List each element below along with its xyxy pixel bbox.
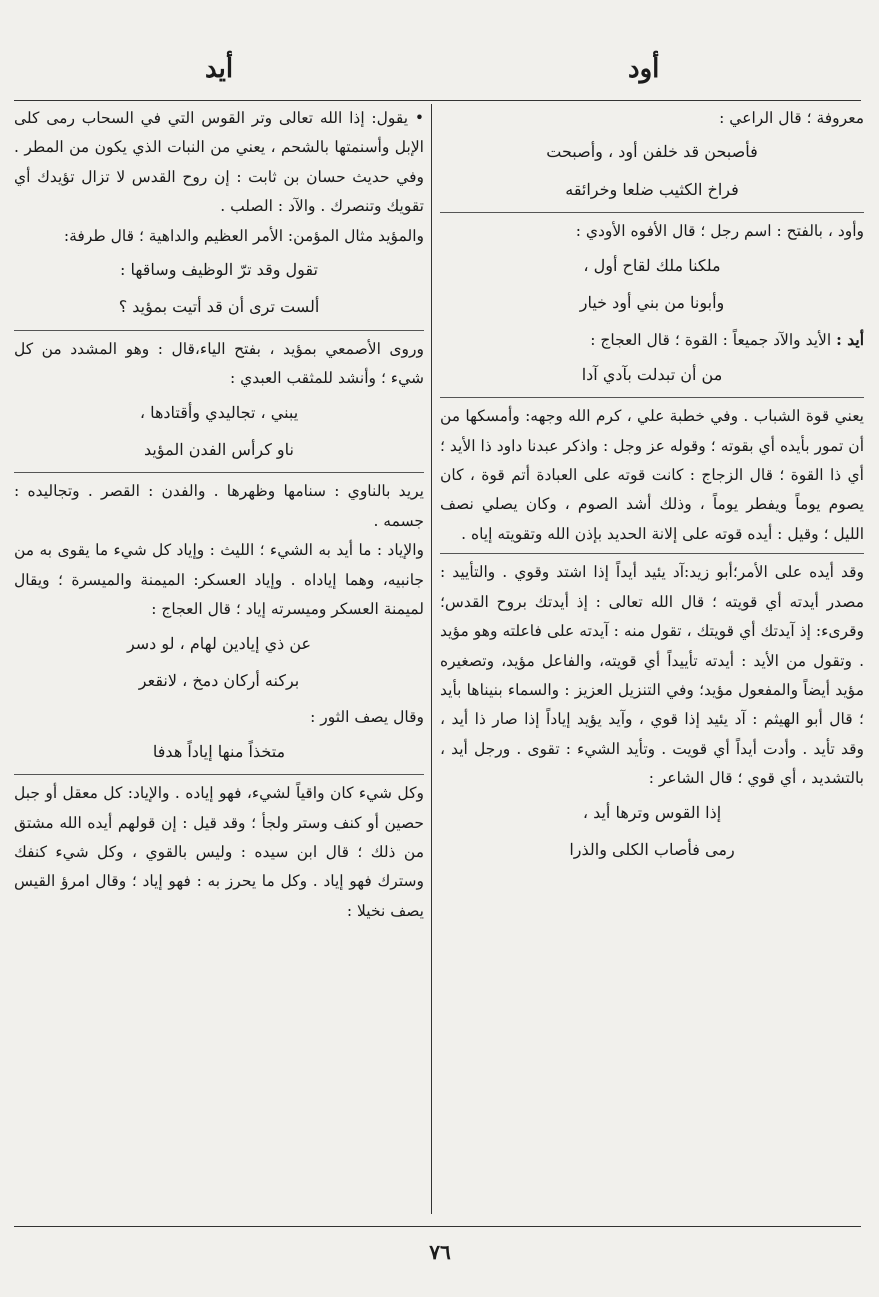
verse-line: ناو كرأس الفدن المؤيد (144, 440, 294, 460)
entry-text: الأيد والآد جميعاً : القوة ؛ قال العجاج : (590, 331, 832, 350)
verse-line: يبني ، تجاليدي وأقتادها ، (139, 402, 299, 422)
page-number: ٧٦ (429, 1240, 451, 1264)
paragraph: والإياد : ما أيد به الشيء ؛ الليث : وإياد كل شيء ما يقوى به من جانبيه، وهما إياداه . وإياد العسكر: الميمنة والميسرة ؛ ويقال لميمنة العسكر وميسرته إياد ؛ قال العجاج : (14, 541, 424, 619)
paragraph: والمؤيد مثال المؤمن: الأمر العظيم والداهية ؛ قال طرفة: (63, 226, 424, 245)
verse-line: من أن تبدلت بآدي آدا (581, 364, 723, 384)
verse-line: ألست ترى أن قد أتيت بمؤيد ؟ (118, 297, 320, 317)
column-divider (431, 104, 432, 1214)
paragraph: وأود ، بالفتح : اسم رجل ؛ قال الأفوه الأودي : (575, 222, 864, 241)
verse-line: عن ذي إيادين لهام ، لو دسر (126, 633, 312, 653)
paragraph: وقد أيده على الأمر؛أبو زيد:آد يئيد أيداً إذا اشتد وقوي . والتأييد : مصدر أيدته أي قويته ؛ قال الله تعالى : إذ أيدتك بروح القدس؛ وقرىء: إذ آيدتك أي قويتك ، تقول منه : آيدته على فاعلته وهو مؤيد . وتقول من الأيد : أيدته تأييداً أي قويته، والفاعل مؤيد، وتصغيره مؤيد أيضاً والمفعول مؤيد؛ وفي التنزيل العزيز : والسماء بنيناها بأيد ؛ قال أبو الهيثم : آد يئيد إذا قوي ، وآيد يؤيد إياداً إذا صار ذا أيد ، وقد تأيد . وأدت أيداً أي قويت . وتأيد الشيء : تقوى . ورجل أيد ، بالتشديد ، أي قوي ؛ قال الشاعر : (440, 563, 864, 788)
separator (440, 397, 864, 398)
header-left-entry: أيد (205, 54, 234, 84)
entry-paragraph (440, 325, 864, 355)
verse-line: فراخ الكثيب ضلعا وخرائقه (565, 179, 739, 199)
verse-line: ملكنا ملك لقاح أول ، (583, 255, 721, 275)
separator (440, 212, 864, 213)
top-rule (14, 100, 861, 101)
left-column (14, 104, 424, 1219)
verse-line: رمى فأصاب الكلى والذرا (569, 839, 735, 859)
paragraph: وقال يصف الثور : (310, 708, 424, 727)
verse-line: تقول وقد ترّ الوظيف وساقها : (120, 260, 318, 280)
separator (440, 553, 864, 554)
separator (14, 774, 424, 775)
paragraph: وكل شيء كان واقياً لشيء، فهو إياده . والإياد: كل معقل أو جبل حصين أو كنف وستر ولجأ ؛ وقد قيل : إن قولهم أيده الله مشتق من ذلك ؛ قال ابن سيده : وليس بالقوي ، وكل شيء كنفك وسترك فهو إياد . وكل ما يحرز به : فهو إياد ؛ وقال امرؤ القيس يصف نخيلا : (14, 784, 424, 920)
verse-line: بركنه أركان دمخ ، لانقعر (138, 670, 300, 690)
verse-line: متخذاً منها إياداً هدفا (152, 741, 286, 761)
paragraph: يعني قوة الشباب . وفي خطبة علي ، كرم الله وجهه: وأمسكها من أن تمور بأيده أي بقوته ؛ وقوله عز وجل : واذكر عبدنا داود ذا الأيد ؛ أي ذا القوة ؛ قال الزجاج : كانت قوته على العبادة أتم قوة ، كان يصوم يوماً ويفطر يوماً ، وذلك أشد الصوم ، وكان يصلي نصف الليل ؛ وقيل : أيده قوته على إلانة الحديد بإذن الله وتقويته إياه . (440, 407, 864, 543)
paragraph: • يقول: إذا الله تعالى وتر القوس التي في السحاب رمى كلى الإبل وأسنمتها بالشحم ، يعني من النبات الذي يكون من المطر . وفي حديث حسان بن ثابت : إن روح القدس لا تزال تؤيدك أي تقويك وتنصرك . والآد : الصلب . (14, 109, 424, 216)
right-column (440, 104, 864, 1219)
header-right-entry: أود (628, 54, 660, 84)
verse-line: إذا القوس وترها أيد ، (582, 802, 722, 822)
entry-headword: أيد : (836, 330, 864, 350)
bottom-rule (14, 1226, 861, 1227)
verse-line: وأبونا من بني أود خيار (579, 293, 725, 313)
separator (14, 472, 424, 473)
verse-line: فأصبحن قد خلفن أود ، وأصبحت (546, 142, 758, 162)
paragraph: وروى الأصمعي بمؤيد ، بفتح الياء،قال : وهو المشدد من كل شيء ؛ وأنشد للمثقب العبدي : (14, 339, 424, 388)
paragraph: يريد بالناوي : سنامها وظهرها . والفدن : القصر . وتجاليده : جسمه . (14, 482, 424, 530)
paragraph: معروفة ؛ قال الراعي : (719, 109, 864, 127)
separator (14, 330, 424, 331)
